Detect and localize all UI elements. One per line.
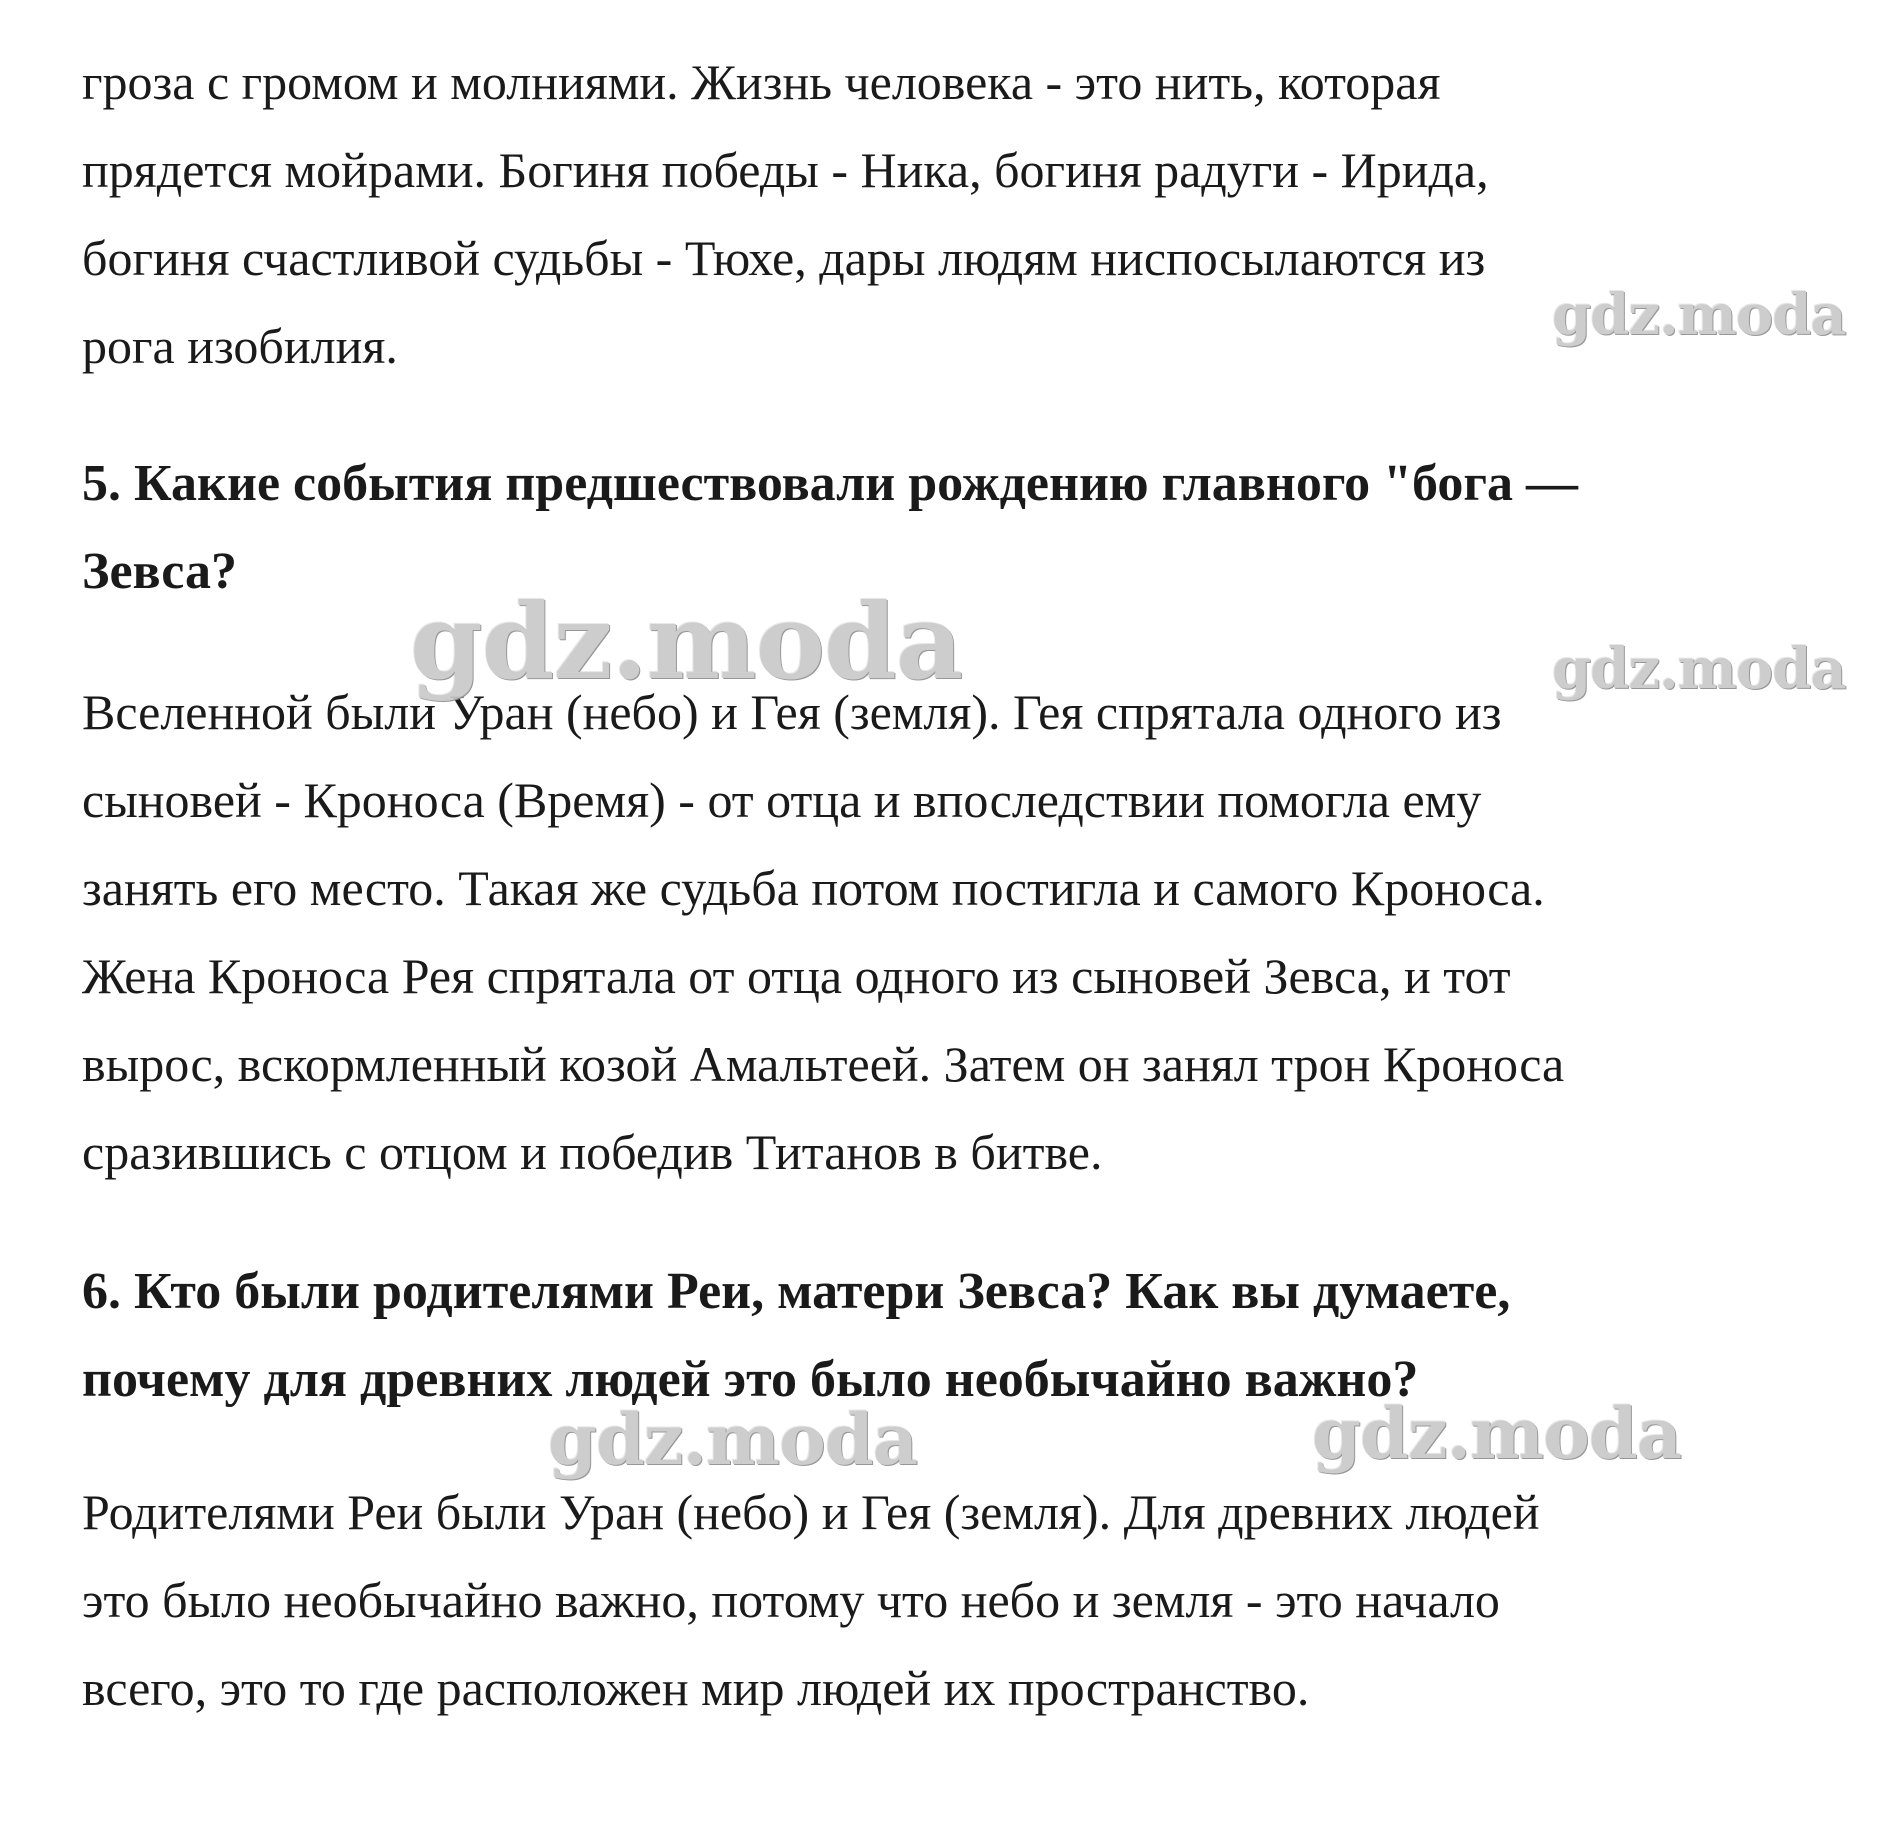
watermark: gdz.moda bbox=[1312, 1392, 1682, 1475]
watermark: gdz.moda bbox=[410, 580, 963, 703]
text-line: вырос, вскормленный козой Амальтеей. Затем он занял трон Кроноса bbox=[82, 1036, 1565, 1092]
text-line: сразившись с отцом и победив Титанов в битве. bbox=[82, 1124, 1103, 1180]
text-line: Вселенной были Уран (небо) и Гея (земля). Гея спрятала одного из bbox=[82, 684, 1502, 740]
answer-6-paragraph bbox=[82, 1468, 1862, 1732]
question-5-heading bbox=[82, 440, 1862, 616]
watermark: gdz.moda bbox=[1552, 282, 1846, 348]
heading-line: Зевса? bbox=[82, 543, 237, 600]
heading-line: почему для древних людей это было необычайно важно? bbox=[82, 1351, 1419, 1408]
text-line: это было необычайно важно, потому что небо и земля - это начало bbox=[82, 1572, 1500, 1628]
watermark: gdz.moda bbox=[1552, 636, 1846, 702]
text-line: занять его место. Такая же судьба потом постигла и самого Кроноса. bbox=[82, 860, 1545, 916]
heading-line: 6. Кто были родителями Реи, матери Зевса? Как вы думаете, bbox=[82, 1263, 1511, 1320]
text-line: Родителями Реи были Уран (небо) и Гея (земля). Для древних людей bbox=[82, 1484, 1540, 1540]
text-line: сыновей - Кроноса (Время) - от отца и впоследствии помогла ему bbox=[82, 772, 1482, 828]
text-line: гроза с громом и молниями. Жизнь человека - это нить, которая bbox=[82, 54, 1441, 110]
text-line: всего, это то где расположен мир людей их пространство. bbox=[82, 1660, 1310, 1716]
watermark: gdz.moda bbox=[548, 1398, 918, 1481]
text-line: прядется мойрами. Богиня победы - Ника, богиня радуги - Ирида, bbox=[82, 142, 1489, 198]
answer-5-paragraph bbox=[82, 668, 1862, 1196]
heading-line: 5. Какие события предшествовали рождению главного "бога — bbox=[82, 455, 1578, 512]
text-line: богиня счастливой судьбы - Тюхе, дары людям ниспосылаются из bbox=[82, 230, 1486, 286]
text-line: Жена Кроноса Рея спрятала от отца одного из сыновей Зевса, и тот bbox=[82, 948, 1511, 1004]
text-line: рога изобилия. bbox=[82, 318, 398, 374]
